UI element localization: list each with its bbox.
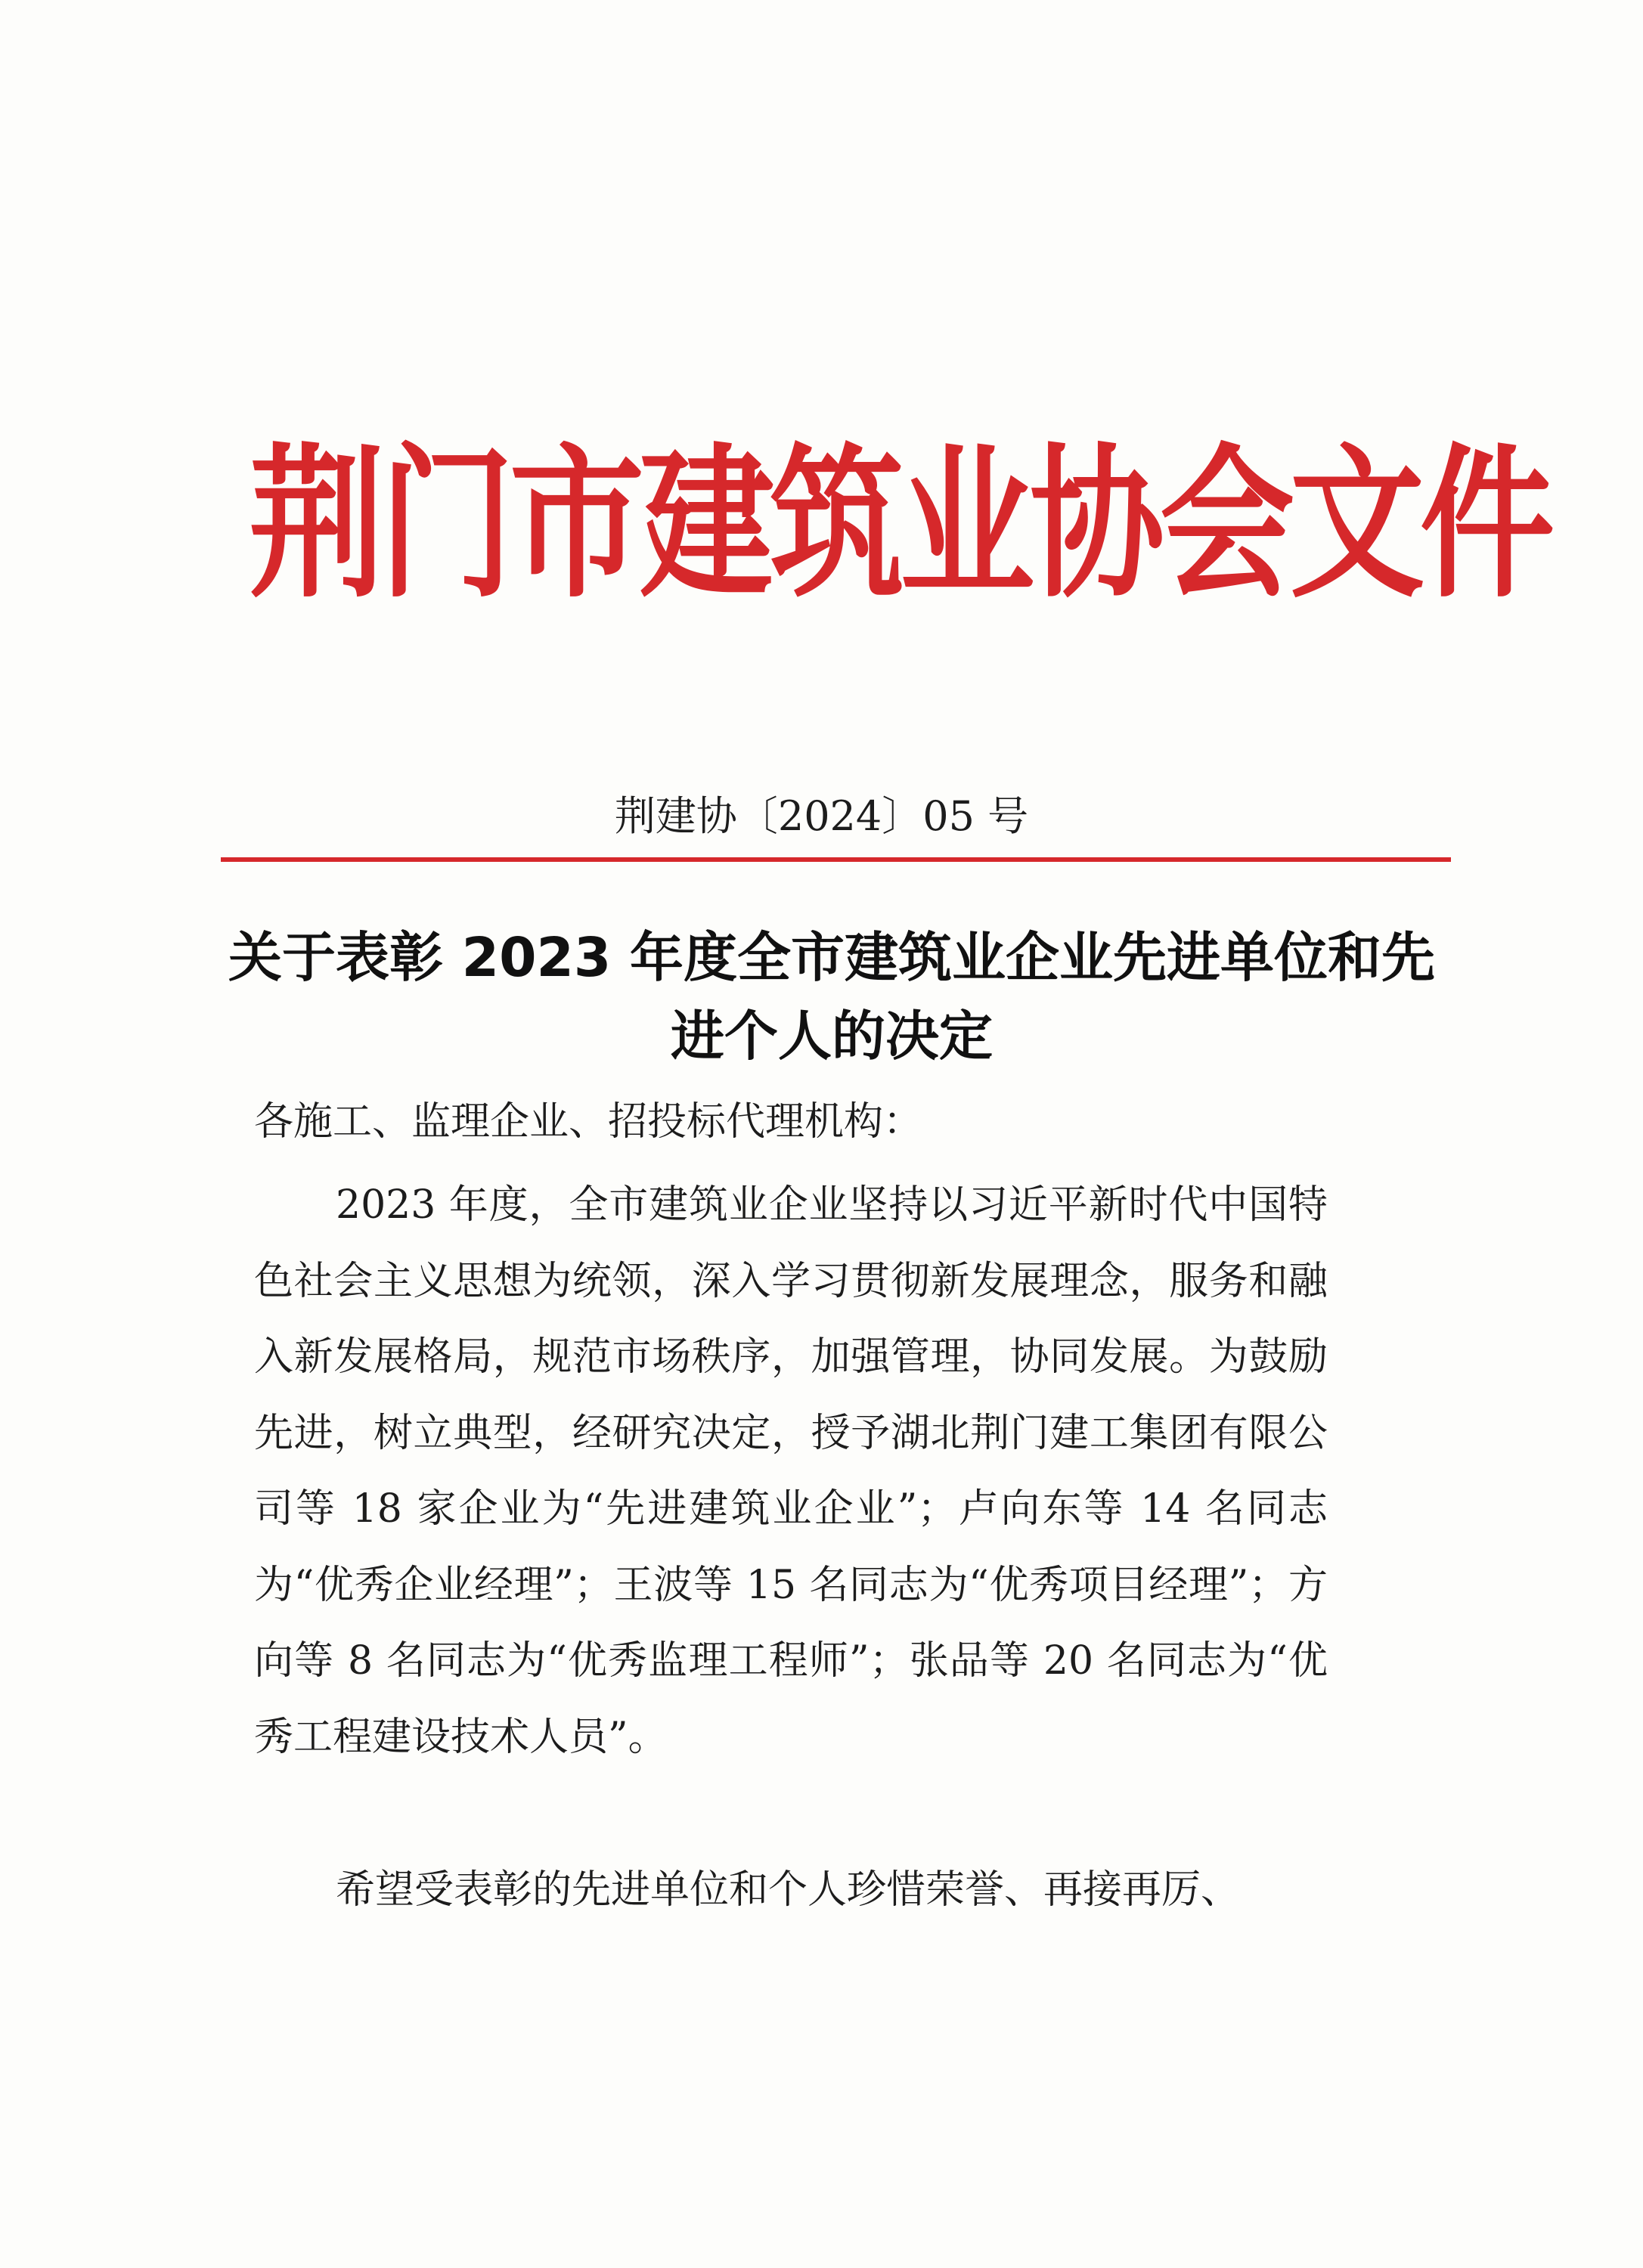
body-paragraph-1: 2023 年度，全市建筑业企业坚持以习近平新时代中国特色社会主义思想为统领，深入学习贯彻新发展理念，服务和融入新发展格局，规范市场秩序，加强管理，协同发展。为鼓励先进，树立典型，经研究决定，授予湖北荆门建工集团有限公司等 18 家企业为“先进建筑业企业”；卢向东等 14 名同志为“优秀企业经理”；王波等 15 名同志为“优秀项目经理”；方向等 8 名同志为“优秀监理工程师”；张品等 20 名同志为“优秀工程建设技术人员”。 xyxy=(254,1182,1328,1760)
body-paragraph-2: 希望受表彰的先进单位和个人珍惜荣誉、再接再厉、 xyxy=(336,1867,1241,1913)
issuer-banner: 荆门市建筑业协会文件 xyxy=(250,429,1550,620)
addressee-line: 各施工、监理企业、招投标代理机构： xyxy=(254,1099,923,1145)
document-number: 荆建协〔2024〕05 号 xyxy=(614,792,1029,840)
document-title: 关于表彰 2023 年度全市建筑业企业先进单位和先进个人的决定 xyxy=(228,926,1436,1067)
red-divider-line xyxy=(221,857,1451,862)
